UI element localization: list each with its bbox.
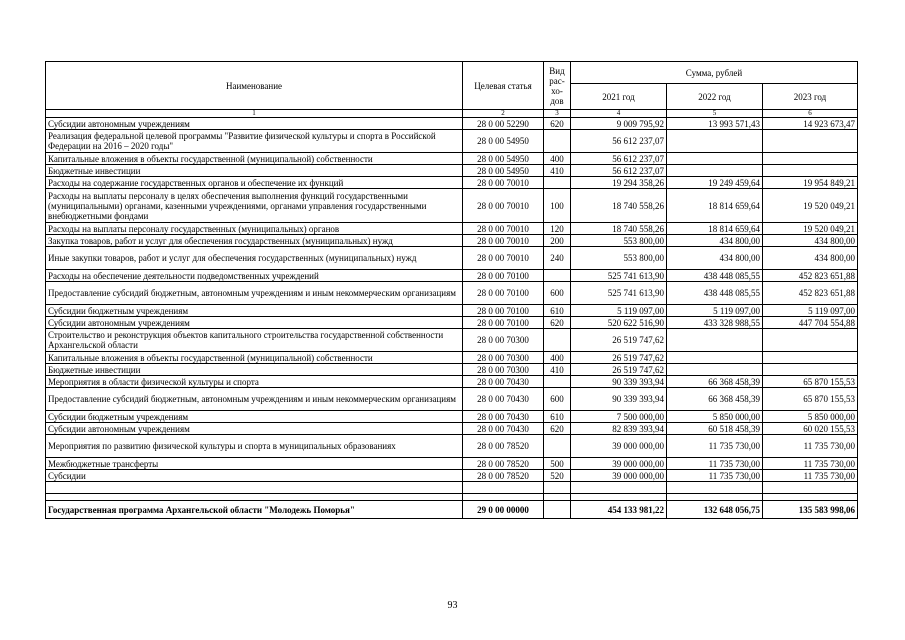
row-2023: 5 119 097,00 [763,305,858,317]
row-code: 28 0 00 70300 [463,352,544,364]
row-code: 28 0 00 78520 [463,435,544,458]
row-name: Мероприятия по развитию физической культуры и спорта в муниципальных образованиях [46,435,463,458]
index-cell: 6 [763,110,858,118]
total-name: Государственная программа Архангельской области "Молодежь Поморья" [46,501,463,519]
row-type: 620 [544,317,571,329]
row-2021: 26 519 747,62 [571,329,667,352]
row-code: 28 0 00 78520 [463,470,544,482]
row-2022: 66 368 458,39 [667,376,763,388]
total-2023: 135 583 998,06 [763,501,858,519]
row-2023: 452 823 651,88 [763,270,858,282]
row-2022: 11 735 730,00 [667,458,763,470]
row-2021: 520 622 516,90 [571,317,667,329]
table-row [46,235,858,247]
row-name: Расходы на обеспечение деятельности подведомственных учреждений [46,270,463,282]
table-row [46,270,858,282]
row-2022: 438 448 085,55 [667,270,763,282]
row-2022: 66 368 458,39 [667,388,763,411]
row-name: Субсидии автономным учреждениям [46,118,463,130]
table-row [46,305,858,317]
row-code: 28 0 00 54950 [463,153,544,165]
row-type: 400 [544,153,571,165]
row-2022: 434 800,00 [667,247,763,270]
row-code: 28 0 00 70430 [463,376,544,388]
row-type: 400 [544,352,571,364]
row-2023: 19 520 049,21 [763,223,858,235]
row-type: 600 [544,388,571,411]
table-row [46,177,858,189]
row-name: Строительство и реконструкция объектов капитального строительства государственной собственности Архангельской области [46,329,463,352]
row-type [544,376,571,388]
row-2021: 26 519 747,62 [571,352,667,364]
row-type: 200 [544,235,571,247]
row-2023: 11 735 730,00 [763,435,858,458]
row-2021: 26 519 747,62 [571,364,667,376]
row-code: 28 0 00 70010 [463,235,544,247]
row-code: 28 0 00 70300 [463,364,544,376]
row-2022 [667,352,763,364]
row-name: Расходы на выплаты персоналу в целях обеспечения выполнения функций государственными (муниципальными) органами, казенными учреждениями, органами управления государственными внебюджетными фондами [46,189,463,223]
row-2023: 14 923 673,47 [763,118,858,130]
row-2022: 433 328 988,55 [667,317,763,329]
row-type [544,130,571,153]
table-row [46,118,858,130]
row-name: Субсидии автономным учреждениям [46,423,463,435]
row-type: 410 [544,165,571,177]
row-2023: 452 823 651,88 [763,282,858,305]
row-2022: 19 249 459,64 [667,177,763,189]
table-row [46,317,858,329]
index-cell: 5 [667,110,763,118]
row-name: Предоставление субсидий бюджетным, автономным учреждениям и иным некоммерческим организациям [46,282,463,305]
index-cell: 4 [571,110,667,118]
row-type: 520 [544,470,571,482]
header-target: Целевая статья [463,62,544,110]
row-type [544,329,571,352]
total-type [544,501,571,519]
row-2021: 82 839 393,94 [571,423,667,435]
row-code: 28 0 00 78520 [463,458,544,470]
header-sum: Сумма, рублей [571,62,858,84]
table-row [46,364,858,376]
row-2023: 19 954 849,21 [763,177,858,189]
row-code: 28 0 00 70010 [463,223,544,235]
budget-table [45,61,858,519]
row-name: Субсидии [46,470,463,482]
table-row [46,470,858,482]
row-2023: 5 850 000,00 [763,411,858,423]
table-row [46,165,858,177]
row-2022: 438 448 085,55 [667,282,763,305]
table-row [46,423,858,435]
header-type-line: Вид [549,65,565,76]
row-name: Капитальные вложения в объекты государственной (муниципальной) собственности [46,352,463,364]
row-code: 28 0 00 54950 [463,165,544,177]
row-2021: 39 000 000,00 [571,470,667,482]
index-cell: 1 [46,110,463,118]
row-2023: 434 800,00 [763,235,858,247]
row-code: 28 0 00 70010 [463,177,544,189]
row-name: Бюджетные инвестиции [46,165,463,177]
row-2021: 56 612 237,07 [571,153,667,165]
table-row [46,388,858,411]
table-row [46,411,858,423]
row-name: Капитальные вложения в объекты государственной (муниципальной) собственности [46,153,463,165]
row-2021: 19 294 358,26 [571,177,667,189]
row-name: Субсидии бюджетным учреждениям [46,305,463,317]
total-code: 29 0 00 00000 [463,501,544,519]
row-2023 [763,130,858,153]
row-type: 410 [544,364,571,376]
header-2023: 2023 год [763,84,858,110]
row-2023: 65 870 155,53 [763,388,858,411]
row-2023: 19 520 049,21 [763,189,858,223]
table-body [46,118,858,482]
row-name: Субсидии бюджетным учреждениям [46,411,463,423]
row-name: Иные закупки товаров, работ и услуг для обеспечения государственных (муниципальных) нужд [46,247,463,270]
row-code: 28 0 00 70010 [463,189,544,223]
index-cell: 2 [463,110,544,118]
row-name: Закупка товаров, работ и услуг для обеспечения государственных (муниципальных) нужд [46,235,463,247]
total-row [46,501,858,519]
row-2021: 56 612 237,07 [571,165,667,177]
header-type-line: рас- [549,75,565,86]
row-name: Бюджетные инвестиции [46,364,463,376]
header-type-line: хо- [551,85,563,96]
row-code: 28 0 00 70100 [463,270,544,282]
row-code: 28 0 00 70430 [463,411,544,423]
row-2021: 39 000 000,00 [571,435,667,458]
total-2021: 454 133 981,22 [571,501,667,519]
header-name: Наименование [46,62,463,110]
total-2022: 132 648 056,75 [667,501,763,519]
row-2023: 434 800,00 [763,247,858,270]
row-2022 [667,130,763,153]
row-name: Расходы на содержание государственных органов и обеспечение их функций [46,177,463,189]
table-row [46,153,858,165]
row-2022 [667,364,763,376]
row-code: 28 0 00 70100 [463,282,544,305]
table-row [46,435,858,458]
row-2021: 90 339 393,94 [571,376,667,388]
row-type: 620 [544,423,571,435]
row-2021: 553 800,00 [571,235,667,247]
row-2021: 56 612 237,07 [571,130,667,153]
row-2023 [763,329,858,352]
row-name: Реализация федеральной целевой программы "Развитие физической культуры и спорта в Российской Федерации на 2016 – 2020 годы" [46,130,463,153]
table-row [46,130,858,153]
row-2021: 525 741 613,90 [571,282,667,305]
row-2021: 553 800,00 [571,247,667,270]
row-2021: 7 500 000,00 [571,411,667,423]
row-2022: 11 735 730,00 [667,435,763,458]
header-2022: 2022 год [667,84,763,110]
row-2021: 39 000 000,00 [571,458,667,470]
row-code: 28 0 00 70300 [463,329,544,352]
header-2021: 2021 год [571,84,667,110]
row-2022: 60 518 458,39 [667,423,763,435]
row-2023 [763,364,858,376]
row-code: 28 0 00 52290 [463,118,544,130]
row-2022: 13 993 571,43 [667,118,763,130]
row-2021: 18 740 558,26 [571,223,667,235]
row-2022: 11 735 730,00 [667,470,763,482]
row-type: 240 [544,247,571,270]
row-2023: 60 020 155,53 [763,423,858,435]
row-2022: 18 814 659,64 [667,189,763,223]
row-2022: 18 814 659,64 [667,223,763,235]
row-code: 28 0 00 70100 [463,305,544,317]
row-2023: 447 704 554,88 [763,317,858,329]
table-row [46,329,858,352]
row-2022: 5 850 000,00 [667,411,763,423]
row-2021: 5 119 097,00 [571,305,667,317]
row-2023 [763,165,858,177]
row-2021: 9 009 795,92 [571,118,667,130]
row-2021: 90 339 393,94 [571,388,667,411]
index-cell: 3 [544,110,571,118]
row-name: Межбюджетные трансферты [46,458,463,470]
table-row [46,189,858,223]
row-code: 28 0 00 70430 [463,423,544,435]
table-row [46,247,858,270]
row-type: 610 [544,411,571,423]
row-2023: 11 735 730,00 [763,458,858,470]
row-name: Расходы на выплаты персоналу государственных (муниципальных) органов [46,223,463,235]
header-type-line: дов [550,95,564,106]
row-type [544,270,571,282]
row-code: 28 0 00 54950 [463,130,544,153]
table-row [46,376,858,388]
row-code: 28 0 00 70100 [463,317,544,329]
row-type: 600 [544,282,571,305]
row-type: 100 [544,189,571,223]
row-2023 [763,352,858,364]
row-type: 610 [544,305,571,317]
row-code: 28 0 00 70430 [463,388,544,411]
table-row [46,458,858,470]
row-type: 500 [544,458,571,470]
row-2022: 5 119 097,00 [667,305,763,317]
row-type: 620 [544,118,571,130]
row-2021: 525 741 613,90 [571,270,667,282]
row-name: Мероприятия в области физической культуры и спорта [46,376,463,388]
page-number: 93 [447,600,458,611]
table-row [46,282,858,305]
row-type [544,435,571,458]
table-row [46,223,858,235]
row-name: Предоставление субсидий бюджетным, автономным учреждениям и иным некоммерческим организациям [46,388,463,411]
row-2023: 65 870 155,53 [763,376,858,388]
row-name: Субсидии автономным учреждениям [46,317,463,329]
row-2022 [667,165,763,177]
table-row [46,352,858,364]
row-2023: 11 735 730,00 [763,470,858,482]
row-2022: 434 800,00 [667,235,763,247]
row-type [544,177,571,189]
row-2021: 18 740 558,26 [571,189,667,223]
row-type: 120 [544,223,571,235]
row-2022 [667,153,763,165]
header-type [544,62,571,110]
row-2022 [667,329,763,352]
row-code: 28 0 00 70010 [463,247,544,270]
row-2023 [763,153,858,165]
